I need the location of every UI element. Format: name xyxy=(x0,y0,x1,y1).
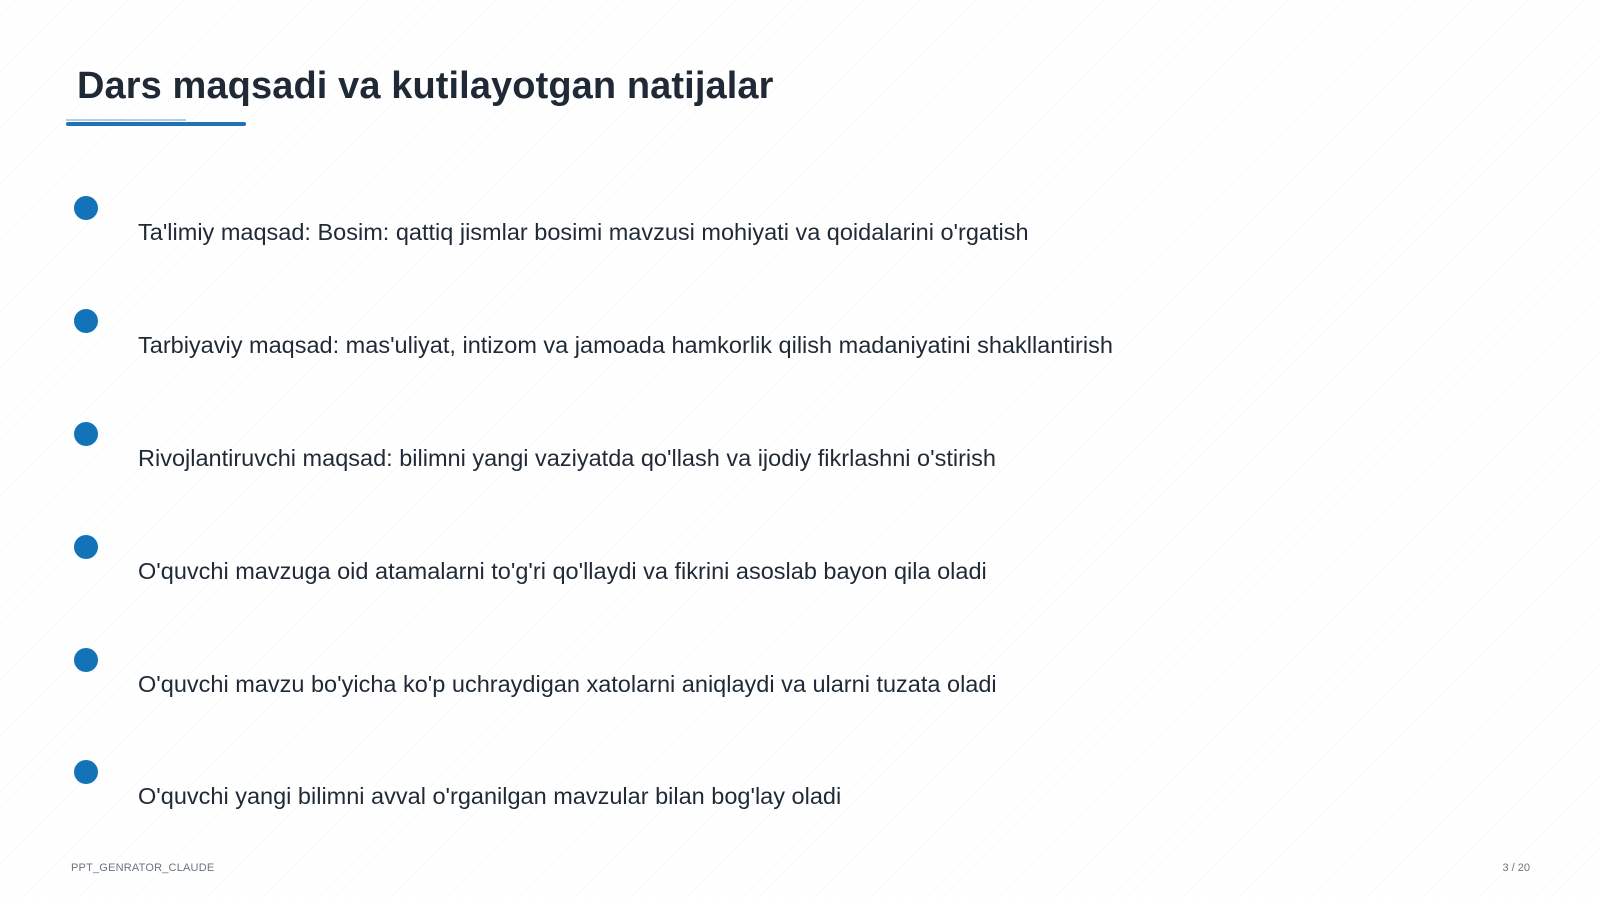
slide-title: Dars maqsadi va kutilayotgan natijalar xyxy=(77,65,774,107)
bullet-text: Tarbiyaviy maqsad: mas'uliyat, intizom va jamoada hamkorlik qilish madaniyatini shakllantirish xyxy=(138,332,1113,358)
bullet-text: Ta'limiy maqsad: Bosim: qattiq jismlar bosimi mavzusi mohiyati va qoidalarini o'rgatish xyxy=(138,219,1029,245)
bullet-item xyxy=(72,535,1472,607)
bullet-text: O'quvchi mavzu bo'yicha ko'p uchraydigan xatolarni aniqlaydi va ularni tuzata oladi xyxy=(138,671,997,697)
bullet-item xyxy=(72,648,1472,720)
bullet-item xyxy=(72,760,1472,832)
bullet-dot-icon xyxy=(74,535,98,559)
bullet-dot-icon xyxy=(74,760,98,784)
bullet-dot-icon xyxy=(74,196,98,220)
bullet-dot-icon xyxy=(74,648,98,672)
footer-brand-label: PPT_GENRATOR_CLAUDE xyxy=(71,862,215,874)
bullet-dot-icon xyxy=(74,309,98,333)
bullet-item xyxy=(72,196,1472,268)
bullet-text: O'quvchi mavzuga oid atamalarni to'g'ri qo'llaydi va fikrini asoslab bayon qila oladi xyxy=(138,558,987,584)
bullet-text: Rivojlantiruvchi maqsad: bilimni yangi vaziyatda qo'llash va ijodiy fikrlashni o'stirish xyxy=(138,445,996,471)
bullet-item xyxy=(72,309,1472,381)
page-number: 3 / 20 xyxy=(1502,862,1530,874)
bullet-item xyxy=(72,422,1472,494)
bullet-text: O'quvchi yangi bilimni avval o'rganilgan mavzular bilan bog'lay oladi xyxy=(138,783,842,809)
bullet-dot-icon xyxy=(74,422,98,446)
